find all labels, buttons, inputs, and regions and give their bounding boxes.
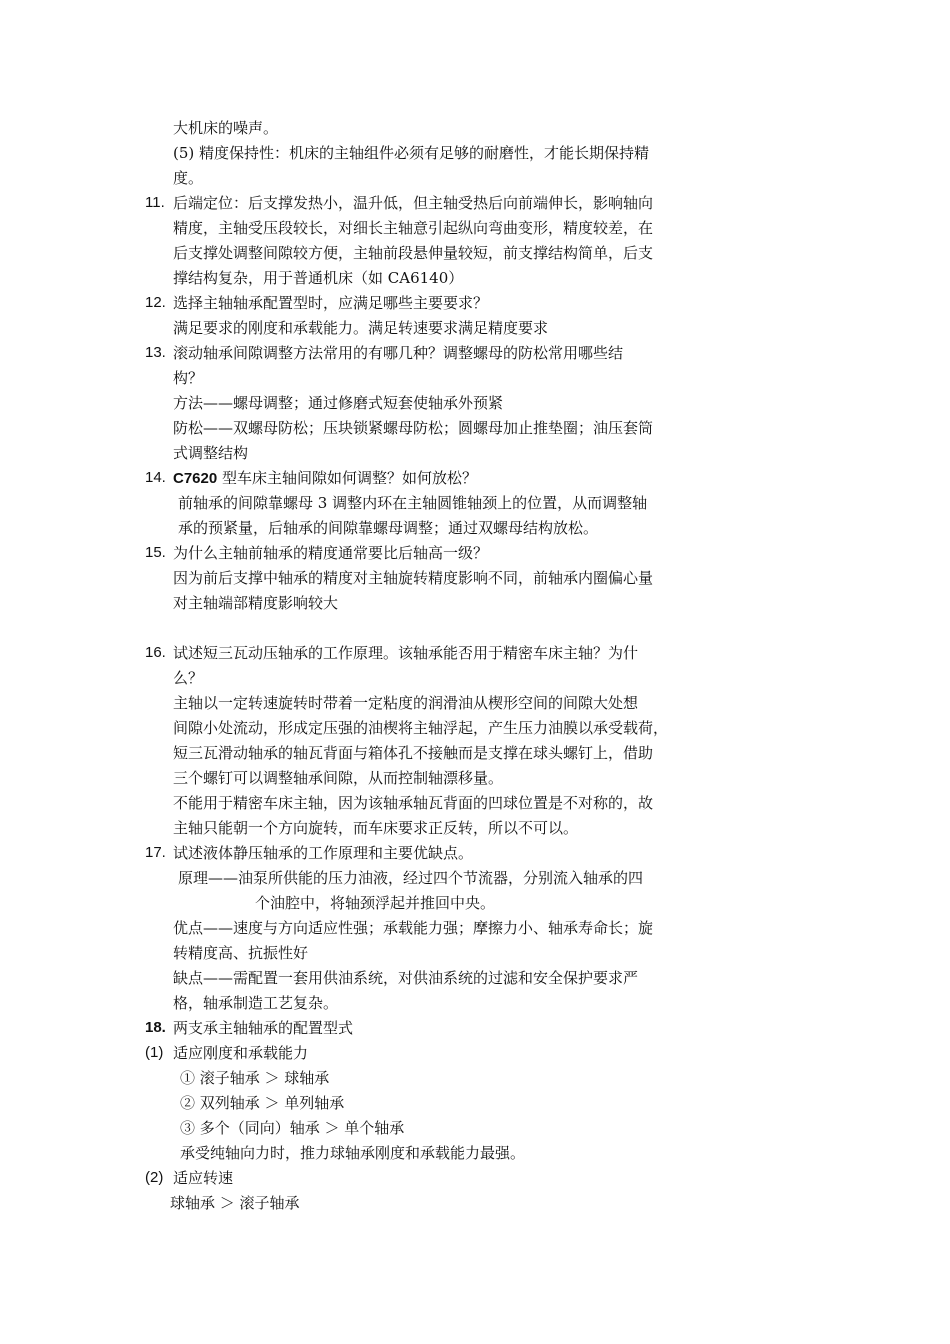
text-line: 滚动轴承间隙调整方法常用的有哪几种？调整螺母的防松常用哪些结: [173, 344, 624, 362]
text-line: 格，轴承制造工艺复杂。: [173, 994, 339, 1012]
text-line: 精度，主轴受压段较长，对细长主轴意引起纵向弯曲变形，精度较差，在: [173, 219, 654, 237]
text-line: 个油腔中，将轴颈浮起并推回中央。: [255, 894, 496, 912]
text-line: 试述短三瓦动压轴承的工作原理。该轴承能否用于精密车床主轴？为什: [173, 644, 639, 662]
sub-number: (1): [145, 1044, 164, 1061]
text-line: 转精度高、抗振性好: [173, 944, 309, 962]
item-number: 11.: [145, 194, 165, 211]
item-number: 13.: [145, 344, 166, 361]
text-line: 度。: [173, 169, 204, 187]
text-line: 么？: [173, 669, 204, 687]
text-line: ① 滚子轴承 ＞ 球轴承: [180, 1069, 330, 1087]
text-line: 适应转速: [173, 1169, 234, 1187]
text-line: 后支撑处调整间隙较方便，主轴前段悬伸量较短，前支撑结构简单，后支: [173, 244, 654, 262]
text-line: 主轴以一定转速旋转时带着一定粘度的润滑油从楔形空间的间隙大处想: [173, 694, 639, 712]
text-line: 对主轴端部精度影响较大: [173, 594, 339, 612]
item-number: 12.: [145, 294, 166, 311]
text-line: 大机床的噪声。: [173, 119, 279, 137]
model-code: C7620: [173, 470, 218, 487]
text-line: 因为前后支撑中轴承的精度对主轴旋转精度影响不同，前轴承内圈偏心量: [173, 569, 654, 587]
text-line: 三个螺钉可以调整轴承间隙，从而控制轴漂移量。: [173, 769, 504, 787]
text-line: 不能用于精密车床主轴，因为该轴承轴瓦背面的凹球位置是不对称的，故: [173, 794, 654, 812]
text-line: 承的预紧量，后轴承的间隙靠螺母调整；通过双螺母结构放松。: [178, 519, 599, 537]
text-line: ② 双列轴承 ＞ 单列轴承: [180, 1094, 345, 1112]
sub-number: (2): [145, 1169, 164, 1186]
text-line: 优点——速度与方向适应性强；承载能力强；摩擦力小、轴承寿命长；旋: [173, 919, 654, 937]
text-line: 试述液体静压轴承的工作原理和主要优缺点。: [173, 844, 474, 862]
text-line: 后端定位：后支撑发热小，温升低，但主轴受热后向前端伸长，影响轴向: [173, 194, 654, 212]
item-number: 14.: [145, 469, 166, 486]
text-line: 适应刚度和承载能力: [173, 1044, 309, 1062]
question-text: 型车床主轴间隙如何调整？如何放松？: [217, 469, 477, 487]
item-number: 18.: [145, 1019, 166, 1036]
text-line: 选择主轴轴承配置型时，应满足哪些主要要求？: [173, 294, 489, 312]
text-line: 前轴承的间隙靠螺母 3 调整内环在主轴圆锥轴颈上的位置，从而调整轴: [178, 494, 648, 512]
text-line: 原理——油泵所供能的压力油液，经过四个节流器，分别流入轴承的四: [178, 869, 644, 887]
text-line: 构？: [173, 369, 204, 387]
item-number: 16.: [145, 644, 166, 661]
text-line: 间隙小处流动，形成定压强的油楔将主轴浮起，产生压力油膜以承受载荷，: [173, 719, 669, 737]
text-line: 缺点——需配置一套用供油系统，对供油系统的过滤和安全保护要求严: [173, 969, 639, 987]
text-line: 为什么主轴前轴承的精度通常要比后轴高一级？: [173, 544, 489, 562]
item-number: 15.: [145, 544, 166, 561]
text-line: 主轴只能朝一个方向旋转，而车床要求正反转，所以不可以。: [173, 819, 579, 837]
text-line: 撑结构复杂，用于普通机床（如 CA6140）: [173, 269, 464, 287]
text-line: 球轴承 ＞ 滚子轴承: [170, 1194, 300, 1212]
text-line: 承受纯轴向力时，推力球轴承刚度和承载能力最强。: [180, 1144, 526, 1162]
text-line: 满足要求的刚度和承载能力。满足转速要求满足精度要求: [173, 319, 549, 337]
text-line: 防松——双螺母防松；压块锁紧螺母防松；圆螺母加止推垫圈；油压套筒: [173, 419, 654, 437]
text-line: 两支承主轴轴承的配置型式: [173, 1019, 354, 1037]
text-line: (5) 精度保持性：机床的主轴组件必须有足够的耐磨性，才能长期保持精: [173, 144, 650, 162]
text-line: 式调整结构: [173, 444, 249, 462]
item-number: 17.: [145, 844, 166, 861]
text-line: 短三瓦滑动轴承的轴瓦背面与箱体孔不接触而是支撑在球头螺钉上，借助: [173, 744, 654, 762]
text-line: ③ 多个（同向）轴承 ＞ 单个轴承: [180, 1119, 405, 1137]
text-line: 方法——螺母调整；通过修磨式短套使轴承外预紧: [173, 394, 504, 412]
question-line: [173, 468, 477, 489]
